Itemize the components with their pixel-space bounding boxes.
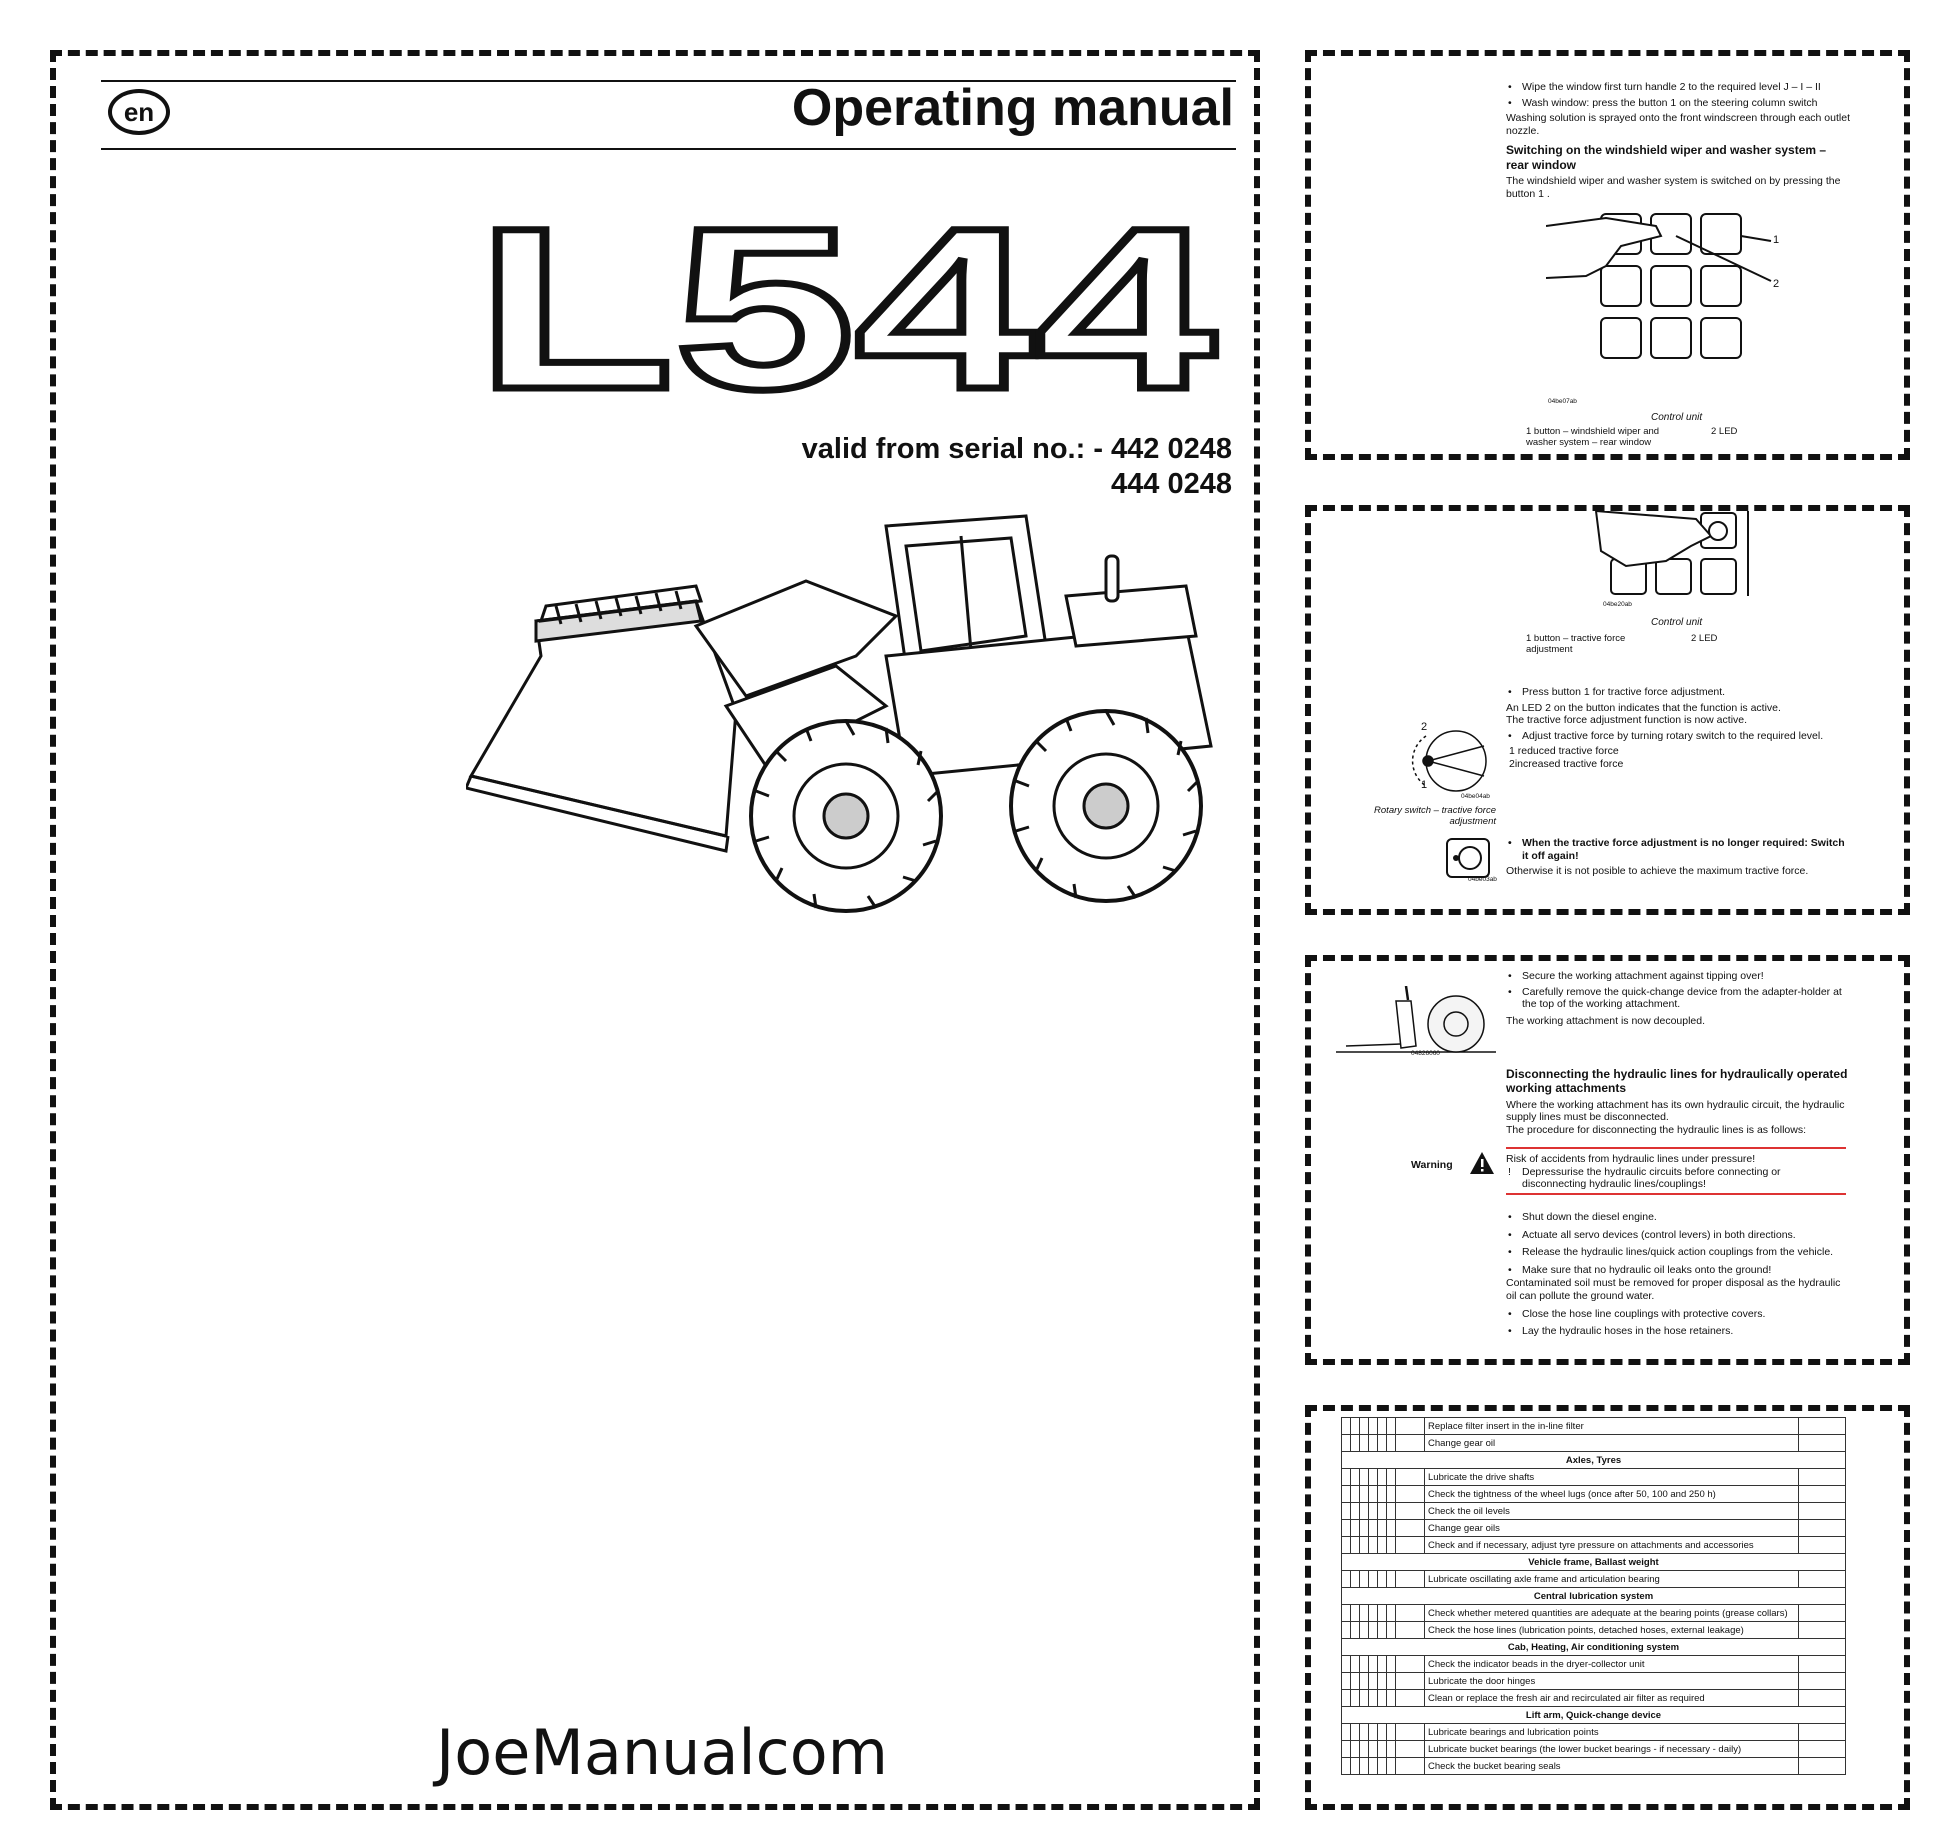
interval-cell: [1369, 1673, 1378, 1690]
interval-cell: [1342, 1418, 1351, 1435]
note-cell: [1396, 1622, 1425, 1639]
interval-cell: [1369, 1622, 1378, 1639]
interval-cell: [1378, 1571, 1387, 1588]
remarks-cell: [1799, 1741, 1846, 1758]
switch-caption: Rotary switch – tractive force adjustment: [1374, 805, 1496, 827]
interval-cell: [1342, 1673, 1351, 1690]
table-row: [1342, 1656, 1846, 1673]
task-cell: Lubricate bucket bearings (the lower bucket bearings - if necessary - daily): [1425, 1741, 1799, 1758]
page1-paragraph: The windshield wiper and washer system is switched on by pressing the button 1 .: [1506, 175, 1841, 200]
interval-cell: [1387, 1418, 1396, 1435]
table-row: [1342, 1435, 1846, 1452]
remarks-cell: [1799, 1724, 1846, 1741]
interval-cell: [1387, 1622, 1396, 1639]
note-cell: [1396, 1741, 1425, 1758]
page-preview-wiper: [1305, 50, 1910, 460]
page2-paragraph: An LED 2 on the button indicates that the function is active.: [1506, 701, 1781, 714]
section-title: Vehicle frame, Ballast weight: [1342, 1554, 1846, 1571]
language-badge: en: [108, 89, 170, 135]
interval-cell: [1342, 1503, 1351, 1520]
page1-heading: Switching on the windshield wiper and washer system – rear window: [1506, 143, 1827, 172]
section-title: Cab, Heating, Air conditioning system: [1342, 1639, 1846, 1656]
serial-line-1: valid from serial no.: - 442 0248: [801, 433, 1232, 465]
interval-cell: [1369, 1690, 1378, 1707]
remarks-cell: [1799, 1520, 1846, 1537]
interval-cell: [1369, 1537, 1378, 1554]
table-row: [1342, 1503, 1846, 1520]
task-cell: Lubricate bearings and lubrication points: [1425, 1724, 1799, 1741]
control-unit-illustration: [1546, 206, 1776, 386]
interval-cell: [1342, 1537, 1351, 1554]
interval-cell: [1387, 1486, 1396, 1503]
task-cell: Lubricate oscillating axle frame and articulation bearing: [1425, 1571, 1799, 1588]
table-section-row: [1342, 1639, 1846, 1656]
task-cell: Check the indicator beads in the dryer-collector unit: [1425, 1656, 1799, 1673]
table-row: [1342, 1724, 1846, 1741]
section-title: Central lubrication system: [1342, 1588, 1846, 1605]
interval-cell: [1387, 1537, 1396, 1554]
interval-cell: [1369, 1656, 1378, 1673]
table-section-row: [1342, 1588, 1846, 1605]
interval-cell: [1360, 1741, 1369, 1758]
task-cell: Clean or replace the fresh air and recirculated air filter as required: [1425, 1690, 1799, 1707]
legend-item: 2 LED: [1691, 633, 1718, 644]
page3-heading: Disconnecting the hydraulic lines for hydraulically operated working attachments: [1506, 1067, 1848, 1096]
switch-number-top: 2: [1421, 721, 1428, 733]
interval-cell: [1387, 1690, 1396, 1707]
interval-cell: [1387, 1503, 1396, 1520]
remarks-cell: [1799, 1435, 1846, 1452]
warning-label: Warning: [1411, 1159, 1453, 1171]
page3-text-steps: [1506, 1206, 1851, 1343]
task-cell: Replace filter insert in the in-line filter: [1425, 1418, 1799, 1435]
figure-caption: Control unit: [1651, 617, 1703, 628]
interval-cell: [1378, 1724, 1387, 1741]
page2-text: [1506, 683, 1851, 771]
interval-cell: [1342, 1605, 1351, 1622]
interval-cell: [1378, 1435, 1387, 1452]
page3-bullet: • Secure the working attachment against tipping over!: [1506, 970, 1851, 983]
interval-cell: [1342, 1758, 1351, 1775]
note-cell: [1396, 1724, 1425, 1741]
interval-cell: [1351, 1486, 1360, 1503]
interval-cell: [1369, 1435, 1378, 1452]
warning-text: Risk of accidents from hydraulic lines under pressure!: [1506, 1153, 1756, 1165]
task-cell: Check the hose lines (lubrication points, detached hoses, external leakage): [1425, 1622, 1799, 1639]
interval-cell: [1387, 1758, 1396, 1775]
remarks-cell: [1799, 1486, 1846, 1503]
interval-cell: [1351, 1724, 1360, 1741]
interval-cell: [1342, 1486, 1351, 1503]
interval-cell: [1378, 1690, 1387, 1707]
interval-cell: [1369, 1758, 1378, 1775]
interval-cell: [1342, 1656, 1351, 1673]
page2-bullet: • When the tractive force adjustment is no longer required: Switch it off again!: [1506, 837, 1851, 862]
interval-cell: [1387, 1435, 1396, 1452]
legend-item: 2 LED: [1711, 426, 1738, 437]
svg-text:L544: L544: [476, 206, 1216, 406]
page1-bullet: • Wash window: press the button 1 on the steering column switch: [1506, 97, 1851, 110]
note-cell: [1396, 1503, 1425, 1520]
interval-cell: [1351, 1656, 1360, 1673]
section-title: Lift arm, Quick-change device: [1342, 1707, 1846, 1724]
table-row: [1342, 1418, 1846, 1435]
control-unit-illustration: [1576, 511, 1776, 601]
page1-paragraph: Washing solution is sprayed onto the front windscreen through each outlet nozzle.: [1506, 112, 1850, 137]
wheel-loader-illustration: [466, 506, 1236, 926]
interval-cell: [1351, 1673, 1360, 1690]
interval-cell: [1351, 1571, 1360, 1588]
interval-cell: [1387, 1656, 1396, 1673]
interval-cell: [1342, 1690, 1351, 1707]
interval-cell: [1360, 1758, 1369, 1775]
maintenance-table: [1341, 1417, 1846, 1775]
step-item: • Release the hydraulic lines/quick action couplings from the vehicle.: [1506, 1246, 1851, 1259]
interval-cell: [1351, 1690, 1360, 1707]
warning-box: [1506, 1153, 1846, 1191]
interval-cell: [1387, 1673, 1396, 1690]
table-row: [1342, 1520, 1846, 1537]
remarks-cell: [1799, 1571, 1846, 1588]
interval-cell: [1378, 1656, 1387, 1673]
table-section-row: [1342, 1554, 1846, 1571]
interval-cell: [1360, 1724, 1369, 1741]
warning-rule-bottom: [1506, 1193, 1846, 1195]
warning-text: ! Depressurise the hydraulic circuits before connecting or disconnecting hydraulic lines/couplings!: [1508, 1165, 1781, 1191]
remarks-cell: [1799, 1690, 1846, 1707]
legend-item: 1 button – tractive force adjustment: [1526, 633, 1626, 655]
note-cell: [1396, 1656, 1425, 1673]
interval-cell: [1387, 1741, 1396, 1758]
page2-bullet: • Adjust tractive force by turning rotary switch to the required level.: [1506, 730, 1851, 743]
interval-cell: [1369, 1605, 1378, 1622]
callout-1: 1: [1773, 234, 1780, 246]
table-row: [1342, 1622, 1846, 1639]
interval-cell: [1378, 1418, 1387, 1435]
section-title: Axles, Tyres: [1342, 1452, 1846, 1469]
interval-cell: [1378, 1741, 1387, 1758]
interval-cell: [1387, 1605, 1396, 1622]
legend-item: 1 button – windshield wiper and washer system – rear window: [1526, 426, 1660, 448]
interval-cell: [1387, 1724, 1396, 1741]
page3-paragraph: The working attachment is now decoupled.: [1506, 1014, 1706, 1027]
interval-cell: [1369, 1418, 1378, 1435]
note-cell: [1396, 1758, 1425, 1775]
interval-cell: [1342, 1622, 1351, 1639]
interval-cell: [1351, 1758, 1360, 1775]
quick-change-illustration: [1336, 986, 1496, 1056]
page1-text: [1506, 78, 1851, 200]
note-cell: [1396, 1571, 1425, 1588]
page-preview-tractive-force: [1305, 505, 1910, 915]
remarks-cell: [1799, 1503, 1846, 1520]
interval-cell: [1387, 1571, 1396, 1588]
note-cell: [1396, 1469, 1425, 1486]
cover-page: [50, 50, 1260, 1810]
interval-cell: [1351, 1469, 1360, 1486]
interval-cell: [1369, 1724, 1378, 1741]
page3-bullet: • Carefully remove the quick-change device from the adapter-holder at the top of the working attachment.: [1506, 986, 1851, 1011]
note-cell: [1396, 1435, 1425, 1452]
interval-cell: [1351, 1435, 1360, 1452]
interval-cell: [1342, 1741, 1351, 1758]
remarks-cell: [1799, 1537, 1846, 1554]
interval-cell: [1378, 1503, 1387, 1520]
step-item: • Actuate all servo devices (control levers) in both directions.: [1506, 1229, 1851, 1242]
document-title: Operating manual: [791, 79, 1234, 137]
task-cell: Check the tightness of the wheel lugs (once after 50, 100 and 250 h): [1425, 1486, 1799, 1503]
interval-cell: [1378, 1622, 1387, 1639]
interval-cell: [1360, 1537, 1369, 1554]
interval-cell: [1342, 1469, 1351, 1486]
task-cell: Check the bucket bearing seals: [1425, 1758, 1799, 1775]
switch-number-bottom: 1: [1421, 779, 1428, 791]
table-row: [1342, 1469, 1846, 1486]
interval-cell: [1369, 1486, 1378, 1503]
page3-paragraph: Where the working attachment has its own hydraulic circuit, the hydraulic supply lines must be disconnected.: [1506, 1098, 1845, 1124]
table-row: [1342, 1605, 1846, 1622]
remarks-cell: [1799, 1758, 1846, 1775]
model-number: [476, 206, 1236, 406]
remarks-cell: [1799, 1418, 1846, 1435]
figure-caption: Control unit: [1651, 412, 1703, 423]
image-code: 04be20ab: [1603, 601, 1632, 608]
task-cell: Check the oil levels: [1425, 1503, 1799, 1520]
interval-cell: [1360, 1486, 1369, 1503]
table-row: [1342, 1486, 1846, 1503]
step-item: • Lay the hydraulic hoses in the hose retainers.: [1506, 1325, 1851, 1338]
note-cell: [1396, 1605, 1425, 1622]
image-code: 04be07ab: [1548, 398, 1577, 405]
interval-cell: [1369, 1571, 1378, 1588]
image-code: 04be03ab: [1468, 876, 1497, 883]
interval-cell: [1378, 1605, 1387, 1622]
interval-cell: [1378, 1673, 1387, 1690]
page-preview-maintenance-table: [1305, 1405, 1910, 1810]
interval-cell: [1360, 1418, 1369, 1435]
interval-cell: [1369, 1520, 1378, 1537]
interval-cell: [1360, 1503, 1369, 1520]
remarks-cell: [1799, 1622, 1846, 1639]
interval-cell: [1378, 1486, 1387, 1503]
button-illustration: [1444, 836, 1494, 881]
serial-line-2: 444 0248: [1111, 468, 1232, 500]
interval-cell: [1360, 1571, 1369, 1588]
page-preview-hydraulic: [1305, 955, 1910, 1365]
interval-cell: [1360, 1435, 1369, 1452]
table-section-row: [1342, 1452, 1846, 1469]
interval-cell: [1351, 1741, 1360, 1758]
note-cell: [1396, 1673, 1425, 1690]
page2-bullet: • Press button 1 for tractive force adjustment.: [1506, 686, 1851, 699]
interval-cell: [1360, 1656, 1369, 1673]
page3-paragraph: The procedure for disconnecting the hydraulic lines is as follows:: [1506, 1123, 1806, 1136]
interval-cell: [1369, 1469, 1378, 1486]
note-cell: [1396, 1418, 1425, 1435]
header-rule-bottom: [101, 148, 1236, 150]
task-cell: Check and if necessary, adjust tyre pressure on attachments and accessories: [1425, 1537, 1799, 1554]
table-row: [1342, 1741, 1846, 1758]
interval-cell: [1351, 1418, 1360, 1435]
interval-cell: [1378, 1469, 1387, 1486]
step-item: • Shut down the diesel engine.: [1506, 1211, 1851, 1224]
callout-2: 2: [1773, 278, 1780, 290]
page3-text-middle: [1506, 1061, 1851, 1137]
interval-cell: [1369, 1503, 1378, 1520]
task-cell: Lubricate the door hinges: [1425, 1673, 1799, 1690]
page2-item: 1 reduced tractive force: [1509, 745, 1619, 758]
interval-cell: [1342, 1520, 1351, 1537]
rotary-switch-illustration: [1406, 721, 1496, 801]
interval-cell: [1342, 1571, 1351, 1588]
watermark-text: JoeManualcom: [436, 1716, 889, 1789]
task-cell: Check whether metered quantities are adequate at the bearing points (grease collars): [1425, 1605, 1799, 1622]
table-row: [1342, 1571, 1846, 1588]
table-row: [1342, 1537, 1846, 1554]
interval-cell: [1378, 1537, 1387, 1554]
note-cell: [1396, 1537, 1425, 1554]
table-row: [1342, 1758, 1846, 1775]
remarks-cell: [1799, 1469, 1846, 1486]
note-cell: [1396, 1486, 1425, 1503]
interval-cell: [1351, 1503, 1360, 1520]
remarks-cell: [1799, 1605, 1846, 1622]
page2-paragraph: Otherwise it is not posible to achieve the maximum tractive force.: [1506, 865, 1809, 878]
step-item: • Close the hose line couplings with protective covers.: [1506, 1308, 1851, 1321]
table-section-row: [1342, 1707, 1846, 1724]
remarks-cell: [1799, 1656, 1846, 1673]
page3-text-top: [1506, 967, 1851, 1027]
interval-cell: [1387, 1520, 1396, 1537]
note-cell: [1396, 1690, 1425, 1707]
task-cell: Change gear oils: [1425, 1520, 1799, 1537]
interval-cell: [1360, 1690, 1369, 1707]
note-cell: [1396, 1520, 1425, 1537]
interval-cell: [1342, 1724, 1351, 1741]
task-cell: Change gear oil: [1425, 1435, 1799, 1452]
interval-cell: [1360, 1520, 1369, 1537]
page2-paragraph: The tractive force adjustment function is now active.: [1506, 714, 1748, 727]
interval-cell: [1360, 1605, 1369, 1622]
task-cell: Lubricate the drive shafts: [1425, 1469, 1799, 1486]
interval-cell: [1360, 1469, 1369, 1486]
image-code: 04826060: [1411, 1050, 1440, 1057]
interval-cell: [1387, 1469, 1396, 1486]
interval-cell: [1351, 1537, 1360, 1554]
interval-cell: [1378, 1520, 1387, 1537]
interval-cell: [1360, 1622, 1369, 1639]
interval-cell: [1351, 1622, 1360, 1639]
interval-cell: [1369, 1741, 1378, 1758]
interval-cell: [1342, 1435, 1351, 1452]
page1-bullet: • Wipe the window first turn handle 2 to the required level J – I – II: [1506, 81, 1851, 94]
interval-cell: [1351, 1520, 1360, 1537]
warning-triangle-icon: [1469, 1151, 1495, 1175]
warning-rule-top: [1506, 1147, 1846, 1149]
page3-paragraph: Contaminated soil must be removed for proper disposal as the hydraulic oil can pollute the ground water.: [1506, 1277, 1841, 1302]
page2-item: 2increased tractive force: [1509, 757, 1624, 770]
remarks-cell: [1799, 1673, 1846, 1690]
page2-text-bottom: [1506, 834, 1851, 878]
table-row: [1342, 1673, 1846, 1690]
interval-cell: [1351, 1605, 1360, 1622]
interval-cell: [1360, 1673, 1369, 1690]
table-row: [1342, 1690, 1846, 1707]
interval-cell: [1378, 1758, 1387, 1775]
image-code: 04be04ab: [1461, 793, 1490, 800]
step-item: • Make sure that no hydraulic oil leaks onto the ground!: [1506, 1264, 1851, 1277]
